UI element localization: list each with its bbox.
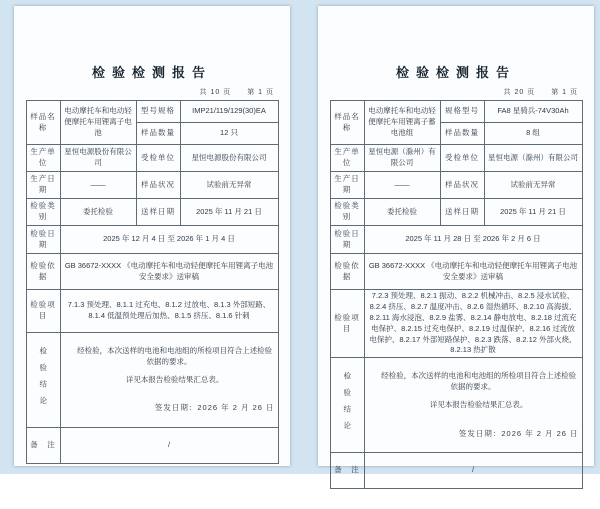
model-value: FA8 星骑兵-74V30Ah (484, 101, 582, 123)
remark-value: / (60, 428, 278, 464)
inspection-date-value: 2025 年 11 月 28 日 至 2026 年 2 月 6 日 (364, 226, 582, 254)
basis-label: 检验依据 (330, 254, 364, 290)
sample-name-value: 电动摩托车和电动轻便摩托车用锂离子电池 (60, 101, 136, 145)
inspection-type-value: 委托检验 (364, 199, 440, 226)
production-date-label: 生产日期 (26, 172, 60, 199)
inspection-type-label: 检验类别 (26, 199, 60, 226)
sample-name-label: 样品名称 (26, 101, 60, 145)
delivery-date-value: 2025 年 11 月 21 日 (484, 199, 582, 226)
inspection-date-label: 检验日期 (330, 226, 364, 254)
conclusion-label-text: 检验结论 (342, 372, 352, 439)
inspection-type-label: 检验类别 (330, 199, 364, 226)
sample-name-label: 样品名称 (330, 101, 364, 145)
production-date-label: 生产日期 (330, 172, 364, 199)
items-label: 检验项目 (26, 290, 60, 333)
basis-value: GB 36672-XXXX 《电动摩托车和电动轻便摩托车用锂离子电池安全要求》送审稿 (364, 254, 582, 290)
sample-condition-label: 样品状况 (440, 172, 484, 199)
report-page-battery-pack (318, 6, 594, 475)
conclusion-cell (364, 358, 582, 453)
production-date-value: —— (364, 172, 440, 199)
quantity-value: 12 只 (180, 123, 278, 145)
basis-label: 检验依据 (26, 254, 60, 290)
quantity-label: 样品数量 (136, 123, 180, 145)
inspected-unit-value: 星恒电源（滁州）有限公司 (484, 145, 582, 172)
items-label: 检验项目 (330, 290, 364, 358)
issue-date: 签发日期：2026 年 2 月 26 日 (458, 428, 579, 438)
conclusion-line: 经检验，本次送样的电池和电池组的所检项目符合上述检验依据的要求。 (77, 345, 273, 366)
quantity-label: 样品数量 (440, 123, 484, 145)
report-title: 检验检测报告 (395, 65, 516, 80)
inspection-date-value: 2025 年 12 月 4 日 至 2026 年 1 月 4 日 (60, 226, 278, 254)
inspected-unit-label: 受检单位 (136, 145, 180, 172)
conclusion-label (26, 333, 60, 428)
page-count-info: 共 10 页 第 1 页 (199, 89, 274, 96)
sample-condition-label: 样品状况 (136, 172, 180, 199)
manufacturer-value: 星恒电源股份有限公司 (60, 145, 136, 172)
conclusion-line: 详见本报告检验结果汇总表。 (125, 374, 224, 384)
conclusion-label (330, 358, 364, 453)
sample-condition-value: 试验前无异常 (180, 172, 278, 199)
report-page-cell-battery (14, 6, 290, 466)
inspection-type-value: 委托检验 (60, 199, 136, 226)
conclusion-label-text: 检验结论 (38, 347, 48, 413)
remark-value: / (364, 453, 582, 489)
delivery-date-value: 2025 年 11 月 21 日 (180, 199, 278, 226)
report-title: 检验检测报告 (91, 65, 212, 80)
inspected-unit-value: 星恒电源股份有限公司 (180, 145, 278, 172)
sample-condition-value: 试验前无异常 (484, 172, 582, 199)
issue-date: 签发日期：2026 年 2 月 26 日 (154, 403, 275, 413)
delivery-date-label: 送样日期 (136, 199, 180, 226)
manufacturer-label: 生产单位 (330, 145, 364, 172)
model-value: IMP21/119/129(30)EA (180, 101, 278, 123)
inspected-unit-label: 受检单位 (440, 145, 484, 172)
production-date-value: —— (60, 172, 136, 199)
conclusion-line: 详见本报告检验结果汇总表。 (429, 399, 528, 409)
remark-label: 备 注 (26, 428, 60, 464)
model-label: 规格型号 (440, 101, 484, 123)
model-label: 型号规格 (136, 101, 180, 123)
basis-value: GB 36672-XXXX 《电动摩托车和电动轻便摩托车用锂离子电池安全要求》送审稿 (60, 254, 278, 290)
manufacturer-label: 生产单位 (26, 145, 60, 172)
conclusion-cell (60, 333, 278, 428)
report-info-table (330, 100, 583, 489)
quantity-value: 8 组 (484, 123, 582, 145)
conclusion-line: 经检验，本次送样的电池和电池组的所检项目符合上述检验依据的要求。 (381, 371, 577, 391)
remark-label: 备 注 (330, 453, 364, 489)
report-info-table (26, 100, 279, 464)
sample-name-value: 电动摩托车和电动轻便摩托车用锂离子蓄电池组 (364, 101, 440, 145)
items-value: 7.1.3 预处理、8.1.1 过充电、8.1.2 过放电、8.1.3 外部短路、8.1.4 低温预处理后加热、8.1.5 挤压、8.1.6 针刺 (60, 290, 278, 333)
manufacturer-value: 星恒电源（滁州）有限公司 (364, 145, 440, 172)
inspection-date-label: 检验日期 (26, 226, 60, 254)
page-count-info: 共 20 页 第 1 页 (503, 89, 578, 96)
items-value: 7.2.3 预处理、8.2.1 振动、8.2.2 机械冲击、8.2.5 浸水试验、8.2.4 挤压、8.2.7 温度冲击、8.2.6 湿热循环、8.2.10 高海拔、8.2.11 海水浸泡、8.2.9 盐雾、8.2.14 静电放电、8.2.18 过流充电保护、8.2.15 过充电保护、8.2.19 过温保护、8.2.16 过流放电保护、8.2.17 外部短路保护、8.2.3 跌落、8.2.12 外部火烧、8.2.13 热扩散 (364, 290, 582, 358)
delivery-date-label: 送样日期 (440, 199, 484, 226)
